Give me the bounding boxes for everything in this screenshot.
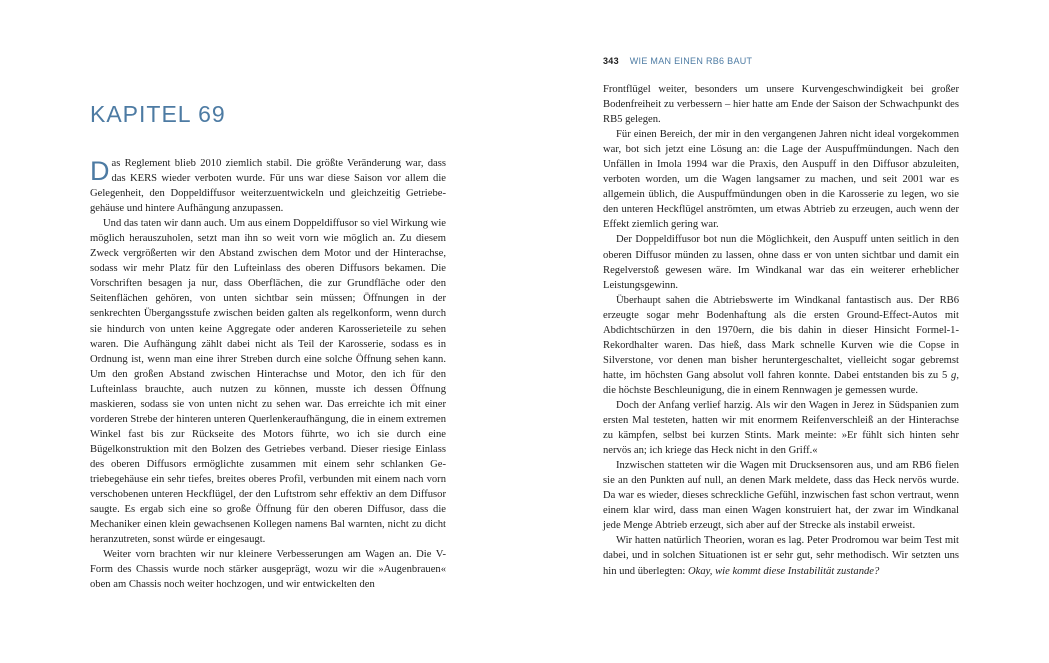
paragraph: Frontflügel weiter, besonders um unsere Kurvengeschwindigkeit bei großer Bodenfreiheit zu verbessern – hier hatte am Ende der Saison der Schwachpunkt des RB5 gelegen. [603, 84, 959, 126]
paragraph-text: Überhaupt sahen die Abtriebswerte im Windkanal fantastisch aus. Der RB6 erzeugte sogar mehr Bodenhaftung als die ersten Ground-Effect-Autos mit Abdichtschürzen in den 1970ern, die bis dahin in dieser Hinsicht Formel-1-Rekordhalter waren. Das hieß, dass Mark schnelle Kurven wie die Copse in Silverstone, vor denen man bisher heruntergeschaltet, vielleicht sogar gebremst hatte, im höchsten Gang absolut voll fahren konnte. Dabei entstanden bis zu 5 [603, 294, 959, 381]
paragraph [90, 156, 446, 216]
paragraph: Inzwischen statteten wir die Wagen mit Drucksensoren aus, und am RB6 fielen sie an den Punkten auf null, an denen Mark meldete, dass das Heck nervös wurde. Da war es wieder, dieses schreckliche Gefühl, inzwischen fast schon vertraut, wenn einem klar wird, dass man einen Wagen konstruiert hat, der zwar im Windkanal jede Menge Abtrieb erzeugt, sich aber auf der Strecke als instabil erweist. [603, 460, 959, 532]
paragraph [603, 293, 959, 398]
paragraph-text: , die höchste Beschleunigung, die in einem Rennwagen je gemessen wurde. [603, 369, 959, 396]
paragraph-text: as Reglement blieb 2010 ziemlich stabil. Die größte Veränderung war, dass das KERS wieder verboten wurde. Für uns war diese Saison vor allem die Gelegenheit, den Doppeldiffusor weiterzuentwickeln und gleichzeitig Getriebegehäuse und hintere Aufhängung anzupassen. [90, 158, 446, 215]
g-force-unit: g [951, 369, 957, 381]
paragraph: Der Doppeldiffusor bot nun die Möglichkeit, den Auspuff unten seitlich in den oberen Diffusor münden zu lassen, ohne dass er von unten sichtbar und damit ein Regelverstoß gewesen wäre. Im Windkanal war das ein weiterer erheblicher Leistungsgewinn. [603, 234, 959, 291]
left-page [0, 0, 524, 663]
italic-question: Okay, wie kommt diese Instabilität zustande? [688, 565, 880, 577]
paragraph: Und das taten wir dann auch. Um aus einem Doppeldiffusor so viel Wirkung wie möglich herauszuholen, setzt man ihn so weit vorn wie möglich an. Zu diesem Zweck vergrößerten wir den Abstand zwischen dem Motor und der Hinterachse, sodass wir mehr Platz für den Lufteinlass des oberen Diffusors bekamen. Die Vorschriften besagen ja nur, dass Oberflächen, die zur Grundfläche oder den Seitenflächen gehören, von unten sichtbar sein müssen; Öffnungen in der senkrechten Übergangsstufe zwischen beiden galten als regelkonform, wenn durch sie hindurch von unten keine Aggregate oder anderen Karosserieteile zu sehen waren. Die Aufhängung zählt dabei nicht als Teil der Karosserie, sodass es in Ordnung ist, wenn man eine ihrer Streben durch eine solche Öffnung sehen kann. Um den großen Abstand zwischen Hinterachse und Motor, den ich für den Lufteinlass brauchte, auch nutzen zu können, musste ich dessen Öffnung maskieren, sodass sie von unten nicht zu sehen war. Das erreichte ich mit einer vorderen Strebe der hinteren unteren Querlenkeraufhängung, die in einem extremen Winkel fast bis zur Rückseite des Motors führte, wo ich sie durch eine Bügelkonstruktion mit den Bolzen des Getriebes verband. Dieser riesige Einlass des oberen Diffusors ermöglichte zusammen mit einem sehr schlanken Getriebegehäuse ein sehr tiefes, breites oberes Profil, verbunden mit einem nach vorn verschobenen unteren Heckflügel, der den Luftstrom sehr effektiv an dem Diffusor saugte. Es ergab sich eine so große Öffnung für den oberen Diffusor, dass die Mechaniker einen klein gewachsenen Kollegen namens Bal warnten, nicht zu dicht heranzutreten, sonst würde er eingesaugt. [90, 218, 446, 546]
paragraph: Für einen Bereich, der mir in den vergangenen Jahren nicht ideal vorgekommen war, bot sich jetzt eine Lösung an: die Lage der Auspuffmündungen. Nach den Unfällen in Imola 1994 war die Praxis, den Auspuff in den Diffusor abzuleiten, verboten worden, um die Wagen langsamer zu machen, und seit 2001 war es allgemein üblich, die Auspuffmündungen oben in die Karosserie zu legen, wo sie den unteren Heckflügel anströmten, um etwas Abtrieb zu erzeugen, auch wenn der Effekt ziemlich gering war. [603, 129, 959, 231]
paragraph: Doch der Anfang verlief harzig. Als wir den Wagen in Jerez in Südspanien zum ersten Mal testeten, hatten wir mit enormem Reifenverschleiß an der Hinterachse zu kämpfen, selbst bei kurzen Stints. Mark meinte: »Er fühlt sich hinten sehr nervös an; ich kriege das Heck nicht in den Griff.« [603, 399, 959, 457]
drop-cap: D [90, 156, 110, 186]
paragraph [603, 533, 959, 578]
paragraph-text: Wir hatten natürlich Theorien, woran es lag. Peter Prodromou war beim Test mit dabei, und in solchen Situationen ist er sehr gut, sehr methodisch. Wir setzten uns hin und überlegten: [603, 535, 959, 577]
right-page [524, 0, 1049, 663]
running-title: WIE MAN EINEN RB6 BAUT [629, 56, 753, 66]
chapter-title: KAPITEL 69 [90, 101, 226, 127]
page-number: 343 [603, 56, 619, 66]
right-body-text [603, 82, 959, 579]
running-head [603, 56, 752, 66]
left-body-text [90, 156, 446, 592]
paragraph: Weiter vorn brachten wir nur kleinere Verbesserungen am Wagen an. Die V-Form des Chassis wurde noch stärker ausgeprägt, wozu wir die »Augenbrauen« oben am Chassis noch weiter hochzogen, und wir entwickelten den [90, 549, 446, 591]
